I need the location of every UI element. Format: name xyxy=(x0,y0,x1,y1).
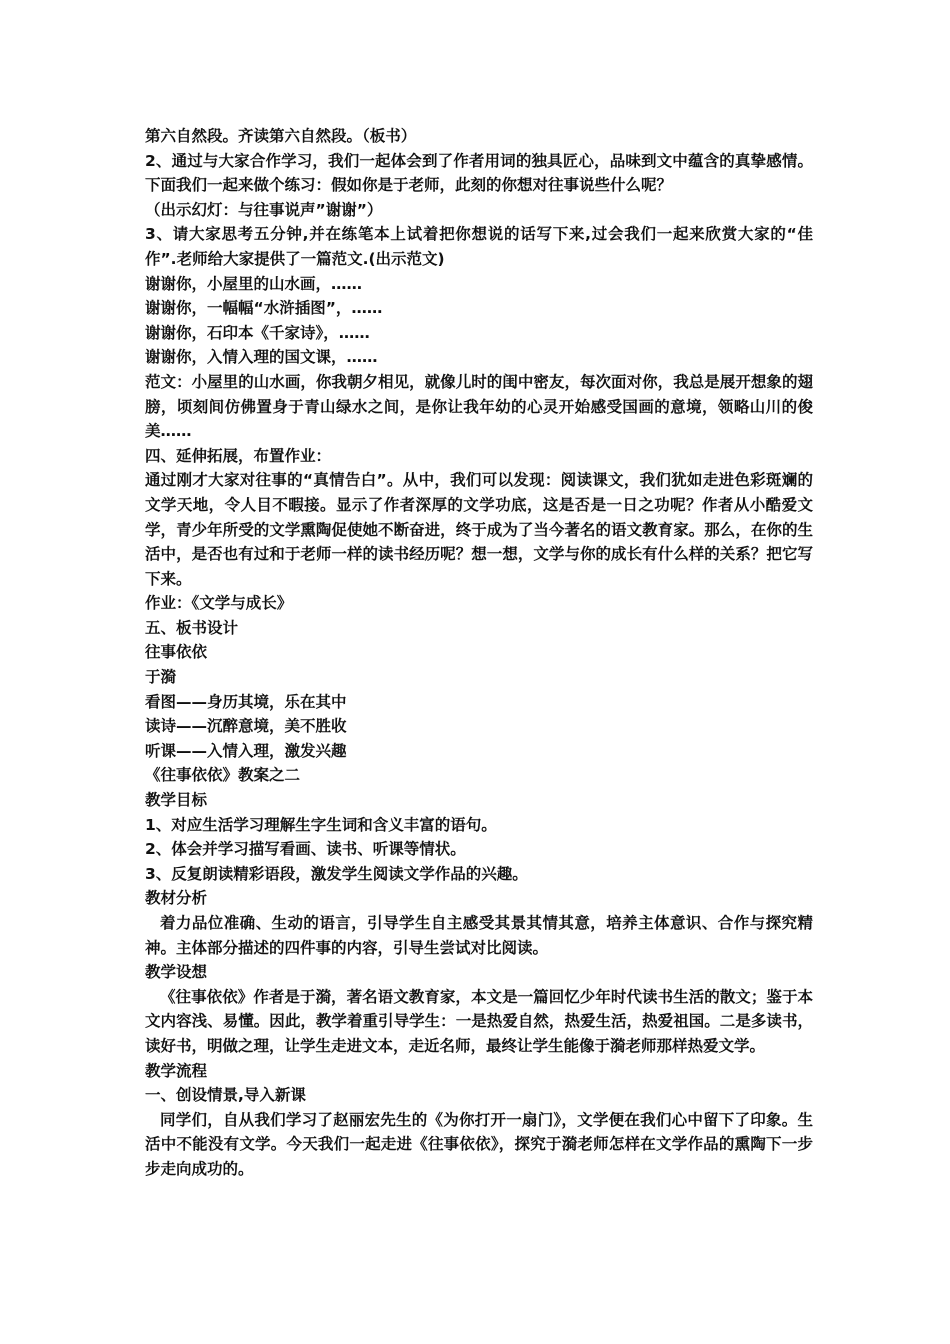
board-line: 听课——入情入理，激发兴趣 xyxy=(145,741,347,760)
paragraph: 谢谢你，石印本《千家诗》，…… xyxy=(145,323,370,342)
paragraph: 3、请大家思考五分钟,并在练笔本上试着把你想说的话写下来,过会我们一起来欣赏大家的“佳作”.老师给大家提供了一篇范文.(出示范文) xyxy=(145,225,813,268)
paragraph: 范文：小屋里的山水画，你我朝夕相见，就像儿时的闺中密友，每次面对你，我总是展开想象的翅膀，顷刻间仿佛置身于青山绿水之间，是你让我年幼的心灵开始感受国画的意境，领略山川的俊美…… xyxy=(145,372,813,441)
document-body xyxy=(145,124,813,1182)
list-item: 3、反复朗读精彩语段，激发学生阅读文学作品的兴趣。 xyxy=(145,864,528,883)
paragraph: （出示幻灯：与往事说声”谢谢”） xyxy=(145,200,383,219)
section-heading: 教材分析 xyxy=(145,889,208,908)
section-heading: 教学流程 xyxy=(145,1061,208,1080)
board-line: 读诗——沉醉意境，美不胜收 xyxy=(145,717,347,736)
board-line: 看图——身历其境，乐在其中 xyxy=(145,692,347,711)
list-item: 2、体会并学习描写看画、读书、听课等情状。 xyxy=(145,840,466,859)
paragraph: 谢谢你，入情入理的国文课，…… xyxy=(145,348,378,367)
section-heading: 教学设想 xyxy=(145,963,208,982)
paragraph: 《往事依依》作者是于漪，著名语文教育家，本文是一篇回忆少年时代读书生活的散文；鉴于本文内容浅、易懂。因此，教学着重引导学生：一是热爱自然，热爱生活，热爱祖国。二是多读书，读好书，明做之理，让学生走进文本，走近名师，最终让学生能像于漪老师那样热爱文学。 xyxy=(145,987,813,1055)
section-heading: 一、创设情景,导入新课 xyxy=(145,1086,306,1105)
paragraph: 通过刚才大家对往事的“真情告白”。从中，我们可以发现：阅读课文，我们犹如走进色彩斑斓的文学天地，令人目不暇接。显示了作者深厚的文学功底，这是否是一日之功呢？作者从小酷爱文学，青少年所受的文学熏陶促使她不断奋进，终于成为了当今著名的语文教育家。那么，在你的生活中，是否也有过和于老师一样的读书经历呢？想一想，文学与你的成长有什么样的关系？把它写下来。 xyxy=(145,471,813,588)
paragraph: 谢谢你，小屋里的山水画，…… xyxy=(145,274,363,293)
section-heading: 教学目标 xyxy=(145,791,208,810)
paragraph: 作业：《文学与成长》 xyxy=(145,594,293,613)
board-author: 于漪 xyxy=(145,668,177,687)
paragraph: 着力品位准确、生动的语言，引导学生自主感受其景其情其意，培养主体意识、合作与探究精神。主体部分描述的四件事的内容，引导生尝试对比阅读。 xyxy=(145,914,813,957)
paragraph: 同学们，自从我们学习了赵丽宏先生的《为你打开一扇门》，文学便在我们心中留下了印象。生活中不能没有文学。今天我们一起走进《往事依依》，探究于漪老师怎样在文学作品的熏陶下一步步走向成功的。 xyxy=(145,1110,813,1178)
paragraph: 谢谢你，一幅幅“水浒插图”，…… xyxy=(145,299,383,318)
board-title: 往事依依 xyxy=(145,643,208,662)
section-heading: 五、板书设计 xyxy=(145,618,239,637)
paragraph: 2、通过与大家合作学习，我们一起体会到了作者用词的独具匠心，品味到文中蕴含的真挚感情。下面我们一起来做个练习：假如你是于老师，此刻的你想对往事说些什么呢？ xyxy=(145,151,813,195)
section-heading: 四、延伸拓展，布置作业： xyxy=(145,446,332,465)
paragraph: 第六自然段。齐读第六自然段。（板书） xyxy=(145,127,417,145)
lesson-plan-title: 《往事依依》教案之二 xyxy=(145,766,301,785)
list-item: 1、对应生活学习理解生字生词和含义丰富的语句。 xyxy=(145,815,497,834)
